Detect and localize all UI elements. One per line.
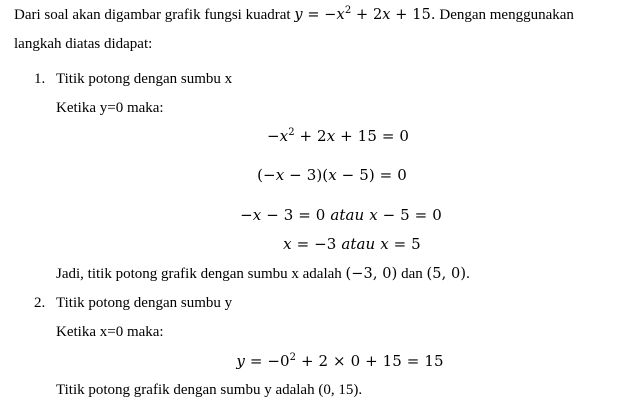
- step-1-condition: Ketika y=0 maka:: [56, 100, 164, 116]
- step-2-heading: [34, 294, 232, 312]
- step-1-equation-4: x = −3 atau x = 5: [283, 235, 421, 253]
- intro-function: $y = -x^2 + 2x + 15$.: [294, 5, 436, 23]
- step-1-point-a: (−3, 0): [345, 266, 398, 282]
- intro-line-2: langkah diatas didapat:: [14, 36, 153, 52]
- step-1-conclusion-text: Jadi, titik potong grafik dengan sumbu x adalah: [56, 266, 346, 282]
- step-1-title: Titik potong dengan sumbu x: [56, 71, 233, 87]
- step-2-title: Titik potong dengan sumbu y: [56, 295, 233, 311]
- step-2-equation-1: $y = -0^2 + 2 \times 0 + 15 = 15$: [236, 352, 444, 370]
- step-1-equation-2: (−x − 3)(x − 5) = 0: [257, 166, 407, 184]
- step-1-number: 1.: [34, 71, 46, 87]
- step-1-equation-1: $-x^2 + 2x + 15 = 0$: [266, 127, 410, 145]
- intro-text-after: Dengan menggunakan: [435, 7, 574, 23]
- step-1-conclusion-mid: dan: [397, 266, 427, 282]
- step-2-condition: Ketika x=0 maka:: [56, 324, 164, 340]
- step-2-conclusion: Titik potong grafik dengan sumbu y adalah (0, 15).: [56, 382, 363, 398]
- step-1-heading: [34, 70, 232, 88]
- step-1-conclusion: [56, 265, 470, 283]
- intro-line-1: [14, 6, 574, 24]
- intro-text-before: Dari soal akan digambar grafik fungsi kuadrat: [14, 7, 295, 23]
- step-2-number: 2.: [34, 295, 46, 311]
- step-1-conclusion-end: .: [466, 266, 470, 282]
- step-1-equation-3: −x − 3 = 0 atau x − 5 = 0: [240, 206, 442, 224]
- step-1-point-b: (5, 0): [426, 266, 467, 282]
